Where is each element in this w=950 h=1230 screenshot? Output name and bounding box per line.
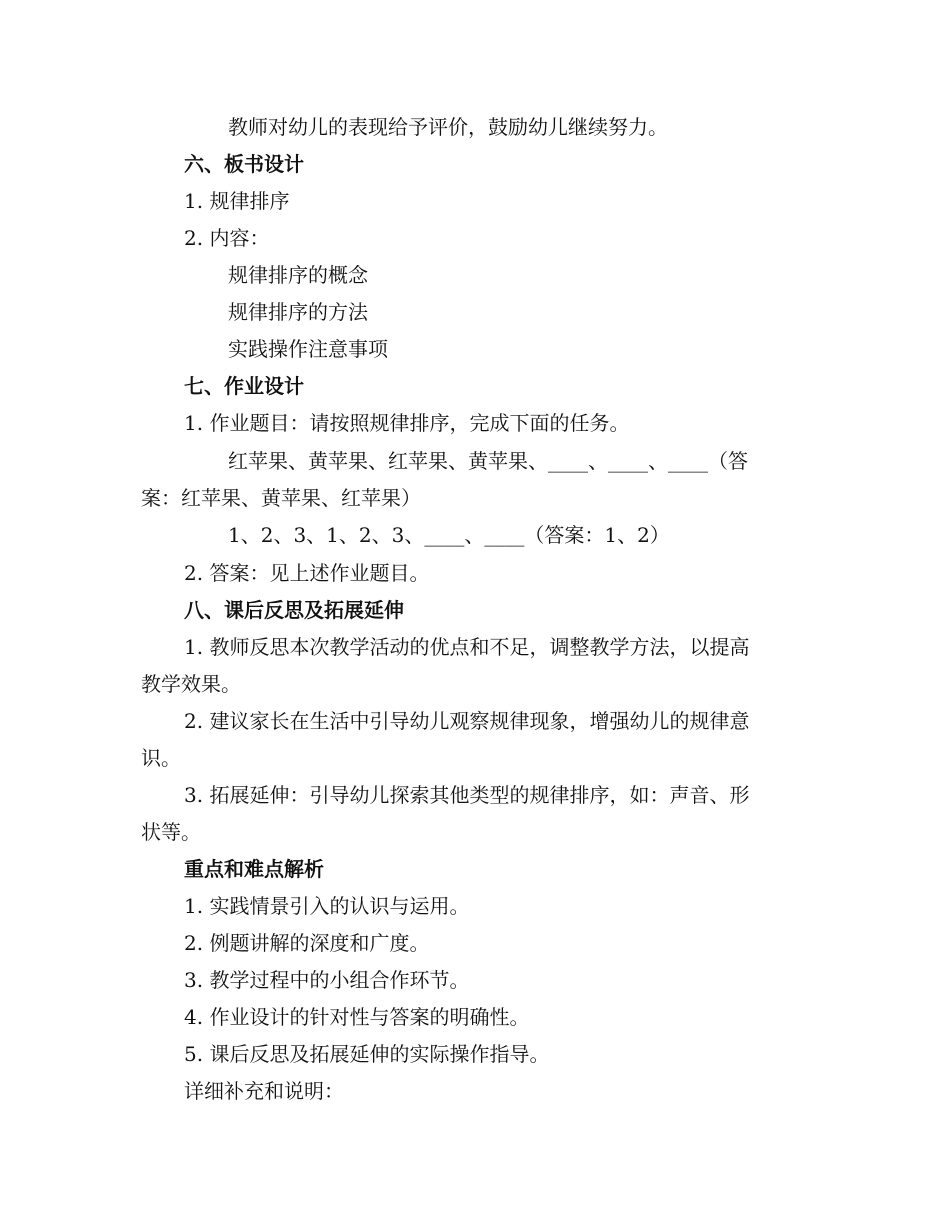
keypoint-item: 4. 作业设计的针对性与答案的明确性。: [184, 1005, 530, 1029]
keypoint-item: 3. 教学过程中的小组合作环节。: [184, 968, 470, 992]
section-7-item-2: 2. 答案：见上述作业题目。: [184, 561, 430, 585]
section-8-paragraph-3-line-1: 3. 拓展延伸：引导幼儿探索其他类型的规律排序，如：声音、形: [184, 783, 750, 807]
section-8-paragraph-3-line-2: 状等。: [141, 820, 201, 844]
homework-task-2: 1、2、3、1、2、3、____、____（答案：1、2）: [228, 523, 670, 547]
keypoints-heading: 重点和难点解析: [184, 857, 324, 881]
keypoint-item: 1. 实践情景引入的认识与运用。: [184, 894, 470, 918]
section-8-paragraph-2-line-1: 2. 建议家长在生活中引导幼儿观察规律现象，增强幼儿的规律意: [184, 709, 750, 733]
homework-task-1-line-1: 红苹果、黄苹果、红苹果、黄苹果、____、____、____（答: [228, 449, 748, 473]
section-6-item-2: 2. 内容：: [184, 226, 270, 250]
homework-task-1-line-2: 案：红苹果、黄苹果、红苹果）: [141, 486, 421, 510]
closing-line: 详细补充和说明：: [184, 1079, 344, 1103]
section-6-subitem: 规律排序的概念: [228, 263, 368, 287]
section-8-paragraph-2-line-2: 识。: [141, 746, 181, 770]
section-6-heading: 六、板书设计: [184, 152, 304, 176]
section-8-paragraph-1-line-1: 1. 教师反思本次教学活动的优点和不足，调整教学方法，以提高: [184, 635, 750, 659]
section-6-subitem: 实践操作注意事项: [228, 337, 388, 361]
section-7-item-1: 1. 作业题目：请按照规律排序，完成下面的任务。: [184, 411, 630, 435]
keypoint-item: 5. 课后反思及拓展延伸的实际操作指导。: [184, 1042, 550, 1066]
keypoint-item: 2. 例题讲解的深度和广度。: [184, 931, 430, 955]
intro-paragraph: 教师对幼儿的表现给予评价，鼓励幼儿继续努力。: [228, 115, 668, 139]
section-8-paragraph-1-line-2: 教学效果。: [141, 672, 241, 696]
section-6-subitem: 规律排序的方法: [228, 300, 368, 324]
section-8-heading: 八、课后反思及拓展延伸: [184, 598, 404, 622]
section-7-heading: 七、作业设计: [184, 374, 304, 398]
section-6-item-1: 1. 规律排序: [184, 189, 290, 213]
